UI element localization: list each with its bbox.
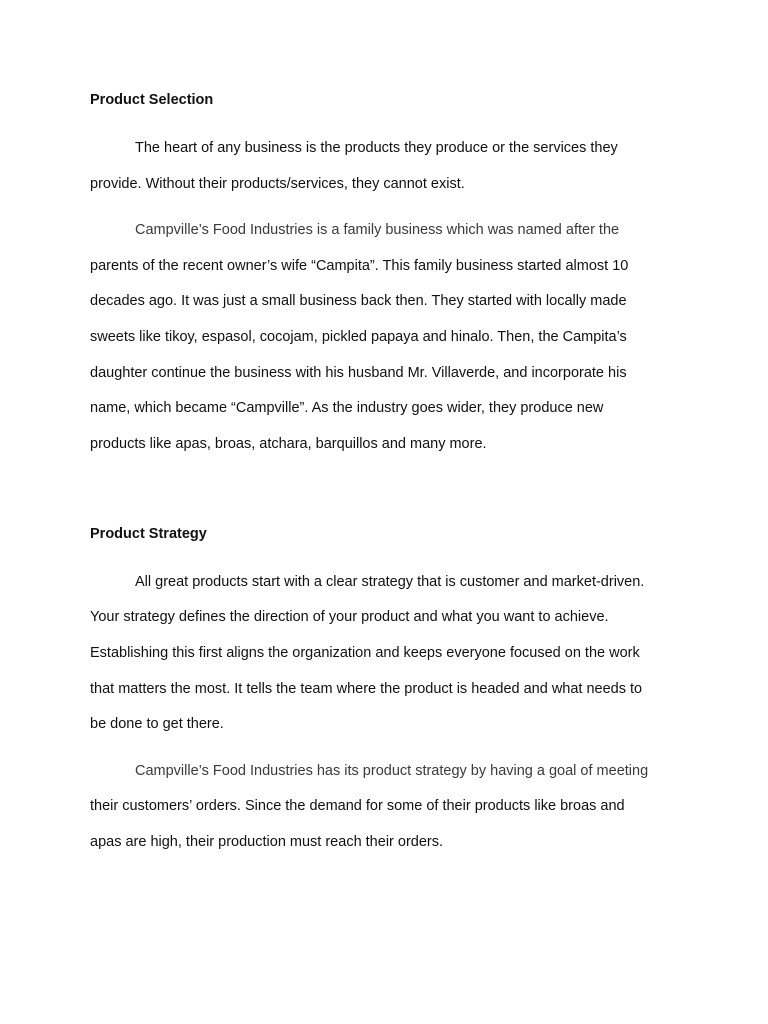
paragraph-line: All great products start with a clear strategy that is customer and market-driven.	[135, 574, 645, 590]
paragraph-line: Campville’s Food Industries has its product strategy by having a goal of meeting	[135, 763, 649, 779]
paragraph-line: be done to get there.	[90, 716, 224, 732]
paragraph-line: decades ago. It was just a small business back then. They started with locally made	[90, 293, 627, 309]
section-heading-product-strategy: Product Strategy	[90, 526, 207, 542]
paragraph-line: products like apas, broas, atchara, barquillos and many more.	[90, 436, 487, 452]
paragraph-line: that matters the most. It tells the team where the product is headed and what needs to	[90, 681, 643, 697]
paragraph-line: name, which became “Campville”. As the industry goes wider, they produce new	[90, 400, 604, 416]
paragraph-line: parents of the recent owner’s wife “Campita”. This family business started almost 10	[90, 258, 629, 274]
paragraph-line: The heart of any business is the products they produce or the services they	[135, 140, 618, 156]
paragraph-line: their customers’ orders. Since the demand for some of their products like broas and	[90, 798, 625, 814]
paragraph-line: Your strategy defines the direction of your product and what you want to achieve.	[90, 609, 609, 625]
paragraph-line: Establishing this first aligns the organization and keeps everyone focused on the work	[90, 645, 640, 661]
paragraph-line: apas are high, their production must reach their orders.	[90, 834, 444, 850]
paragraph-line: provide. Without their products/services, they cannot exist.	[90, 176, 465, 192]
paragraph-line: daughter continue the business with his husband Mr. Villaverde, and incorporate his	[90, 365, 627, 381]
paragraph-line: Campville’s Food Industries is a family business which was named after the	[135, 222, 620, 238]
section-heading-product-selection: Product Selection	[90, 92, 214, 108]
paragraph-line: sweets like tikoy, espasol, cocojam, pickled papaya and hinalo. Then, the Campita’s	[90, 329, 627, 345]
